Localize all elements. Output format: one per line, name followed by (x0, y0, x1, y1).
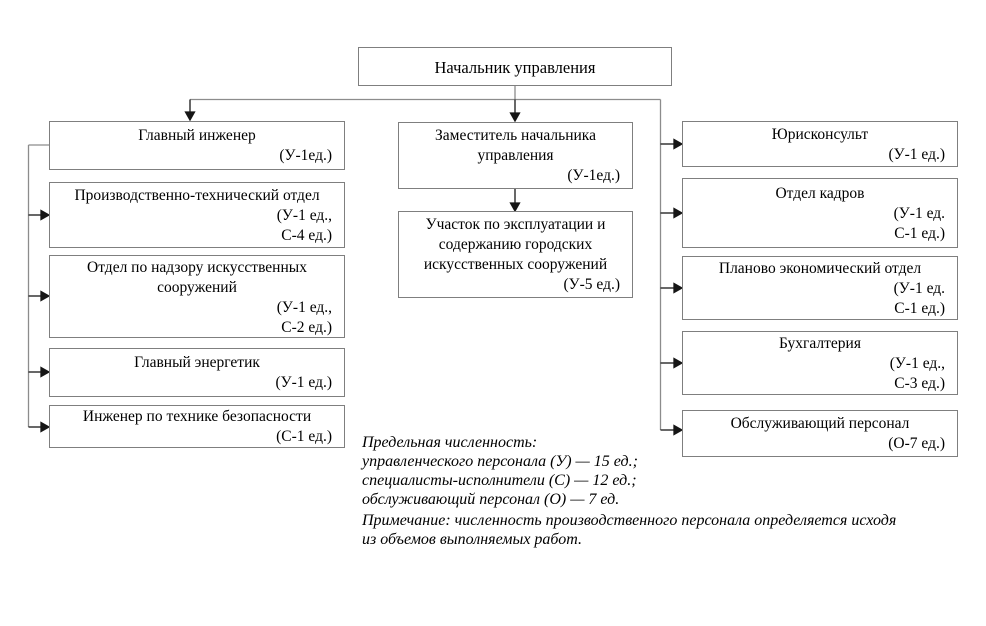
box-units-line: С-1 ед.) (894, 300, 945, 317)
box-title: Юрисконсульт (771, 126, 869, 143)
note-line: Предельная численность: (362, 434, 538, 451)
box-units-line: (У-5 ед.) (563, 276, 620, 293)
box-title: Отдел кадров (775, 185, 865, 202)
box-title: Заместитель начальника управления (435, 127, 596, 164)
box-units-line: (У-1 ед., (276, 207, 332, 224)
box-title: Производственно-технический отдел (74, 187, 320, 204)
note-line: специалисты-исполнители (С) — 12 ед.; (362, 472, 637, 489)
box-hr-dept (682, 178, 958, 248)
box-deputy-head (398, 122, 633, 189)
box-title: Участок по эксплуатации и содержанию городских искусственных сооружений (423, 216, 608, 273)
note-line: Примечание: численность производственного персонала определяется исходя (362, 512, 897, 529)
arrow-right-icon (41, 211, 49, 220)
arrow-down-icon (186, 112, 195, 120)
arrow-down-icon (511, 203, 520, 211)
box-head-of-department (358, 47, 672, 86)
arrow-right-icon (674, 209, 682, 218)
arrow-down-icon (511, 113, 520, 121)
box-title: Обслуживающий персонал (730, 415, 910, 432)
box-title: Главный энергетик (134, 354, 260, 371)
arrow-right-icon (41, 423, 49, 432)
note-line: обслуживающий персонал (О) — 7 ед. (362, 491, 620, 508)
box-legal-counsel (682, 121, 958, 167)
box-units-line: (У-1 ед., (889, 355, 945, 372)
box-units-line: С-1 ед.) (894, 225, 945, 242)
box-units-line: С-2 ед.) (281, 319, 332, 336)
box-title: Отдел по надзору искусственных сооружений (87, 259, 307, 296)
box-structures-supervision-dept (49, 255, 345, 338)
box-units-line: (О-7 ед.) (888, 435, 945, 452)
box-units-line: (У-1 ед. (893, 280, 945, 297)
arrow-right-icon (674, 284, 682, 293)
arrow-right-icon (41, 368, 49, 377)
arrow-right-icon (41, 292, 49, 301)
box-accounting (682, 331, 958, 395)
note-line: из объемов выполняемых работ. (362, 531, 583, 548)
box-chief-power-engineer (49, 348, 345, 397)
box-title: Начальник управления (434, 57, 596, 77)
box-operation-section (398, 211, 633, 298)
box-units-line: (У-1 ед.) (275, 374, 332, 391)
note-line: управленческого персонала (У) — 15 ед.; (362, 453, 638, 470)
box-title: Планово экономический отдел (718, 260, 922, 277)
box-planning-economic-dept (682, 256, 958, 320)
box-units-line: (С-1 ед.) (276, 428, 332, 445)
box-title: Инженер по технике безопасности (82, 408, 312, 425)
box-safety-engineer (49, 405, 345, 448)
arrow-right-icon (674, 359, 682, 368)
box-title: Главный инженер (138, 127, 256, 144)
note-block (362, 433, 896, 549)
box-units-line: (У-1 ед., (276, 299, 332, 316)
box-chief-engineer (49, 121, 345, 170)
arrow-right-icon (674, 140, 682, 149)
box-units-line: (У-1 ед.) (888, 146, 945, 163)
box-production-technical-dept (49, 182, 345, 248)
box-units-line: (У-1ед.) (567, 167, 620, 184)
box-title: Бухгалтерия (779, 335, 861, 352)
box-units-line: С-3 ед.) (894, 375, 945, 392)
box-units-line: (У-1 ед. (893, 205, 945, 222)
box-units-line: С-4 ед.) (281, 227, 332, 244)
box-units-line: (У-1ед.) (279, 147, 332, 164)
